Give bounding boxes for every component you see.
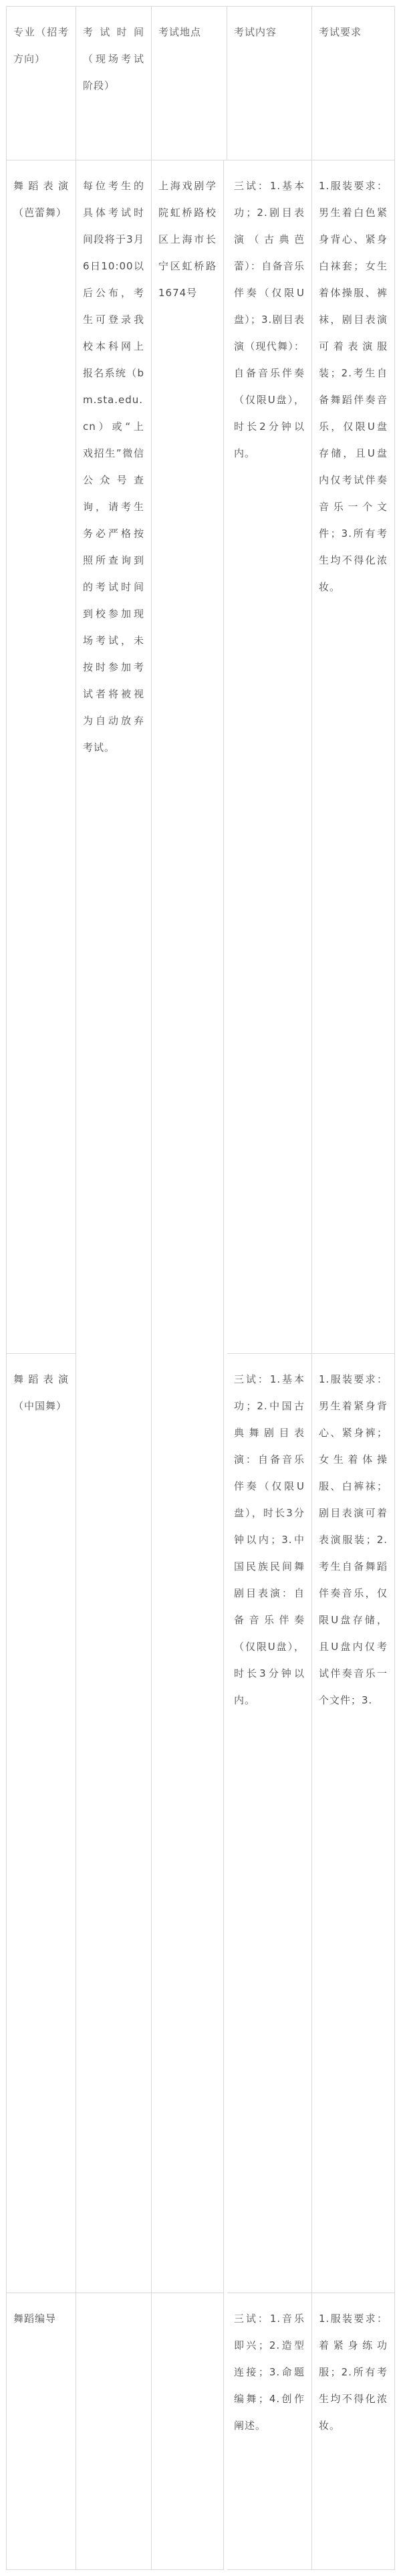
major-choreography-text: 舞蹈编导 <box>13 2313 57 2325</box>
header-exam-location <box>152 7 227 160</box>
header-exam-requirements <box>312 7 395 160</box>
content-choreography-text: 三试：1.音乐即兴；2.造型连接；3.命题编舞；4.创作阐述。 <box>234 2313 305 2432</box>
header-exam-location-text: 考试地点 <box>158 26 202 38</box>
requirements-choreography-text: 1.服装要求：着紧身练功服；2.所有考生均不得化浓妆。 <box>319 2313 388 2432</box>
shared-exam-location <box>152 160 224 2293</box>
exam-time-text: 每位考生的具体考试时间段将于3月6日10:00以后公布，考生可登录我校本科网上报名系统（bm.sta.edu.cn）或“上戏招生”微信公众号查询，请考生务必严格按照所查询到的考试时间到校参加现场考试，未按时参加考试者将被视为自动放弃考试。 <box>83 180 144 753</box>
major-chinese-dance-text: 舞蹈表演（中国舞） <box>13 1373 69 1412</box>
header-exam-content <box>227 7 312 160</box>
row-ballet-major <box>7 160 76 1354</box>
row-choreography-major <box>7 2293 76 2570</box>
exam-location-text: 上海戏剧学院虹桥路校区上海市长宁区虹桥路1674号 <box>158 180 217 299</box>
row-ballet-requirements <box>312 160 395 1354</box>
row-choreography-time-empty <box>76 2293 152 2570</box>
content-chinese-dance-text: 三试：1.基本功；2.中国古典舞剧目表演：自备音乐伴奏（仅限U盘），时长3分钟以内；3.中国民族民间舞剧目表演：自备音乐伴奏（仅限U盘），时长3分钟以内。 <box>234 1373 305 1706</box>
header-major-text: 专业（招考方向） <box>13 26 69 65</box>
header-major <box>7 7 76 160</box>
header-exam-content-text: 考试内容 <box>234 26 277 38</box>
exam-schedule-table <box>6 6 395 2570</box>
row-ballet-content <box>227 160 312 1354</box>
row-choreography-content <box>227 2293 312 2570</box>
row-choreography-requirements <box>312 2293 395 2570</box>
row-chinese-dance-requirements <box>312 1354 395 2293</box>
requirements-chinese-dance-text: 1.服装要求：男生着紧身背心、紧身裤；女生着体操服、白裤袜；剧目表演可着表演服装；2.考生自备舞蹈伴奏音乐，仅限U盘存储，且U盘内仅考试伴奏音乐一个文件；3. <box>319 1373 388 1706</box>
row-chinese-dance-major <box>7 1354 76 2293</box>
row-choreography-location-empty <box>152 2293 224 2570</box>
row-chinese-dance-content <box>227 1354 312 2293</box>
content-ballet-text: 三试：1.基本功；2.剧目表演（古典芭蕾）：自备音乐伴奏（仅限U盘）；3.剧目表演（现代舞）：自备音乐伴奏（仅限U盘），时长2分钟以内。 <box>234 180 305 459</box>
major-ballet-text: 舞蹈表演（芭蕾舞） <box>13 180 69 219</box>
header-exam-requirements-text: 考试要求 <box>319 26 362 38</box>
requirements-ballet-text: 1.服装要求：男生着白色紧身背心、紧身白袜套；女生着体操服、裤袜，剧目表演可着表演服装；2.考生自备舞蹈伴奏音乐，仅限U盘存储，且U盘内仅考试伴奏音乐一个文件；3.所有考生均不得化浓妆。 <box>319 180 388 593</box>
header-exam-time <box>76 7 152 160</box>
header-exam-time-text: 考试时间（现场考试阶段） <box>83 26 144 92</box>
shared-exam-time <box>76 160 152 2293</box>
